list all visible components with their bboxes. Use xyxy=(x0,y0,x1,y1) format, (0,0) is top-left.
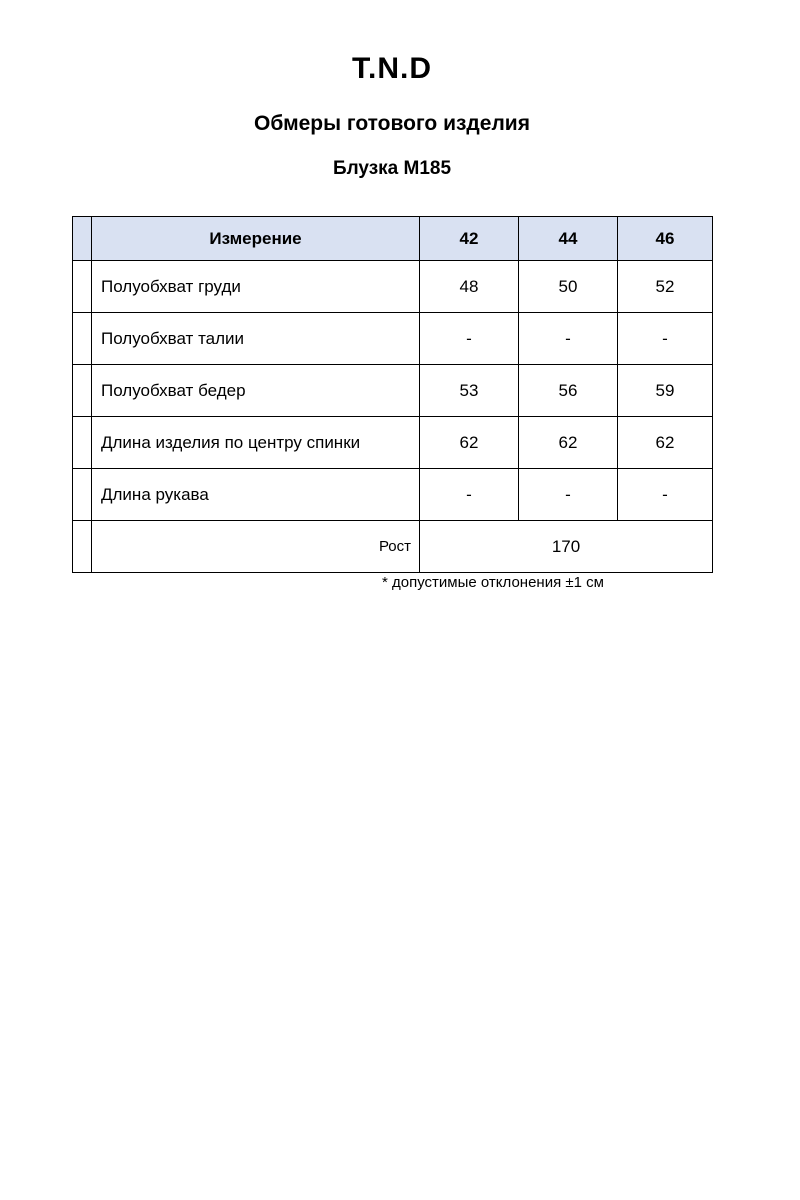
measurement-label: Длина рукава xyxy=(92,469,420,521)
table-row xyxy=(73,313,713,365)
measurement-label: Длина изделия по центру спинки xyxy=(92,417,420,469)
measurement-value: 62 xyxy=(618,417,713,469)
page-title: Обмеры готового изделия xyxy=(254,112,530,135)
height-label: Рост xyxy=(92,521,420,573)
measurement-label: Полуобхват талии xyxy=(92,313,420,365)
measurement-value: - xyxy=(420,469,519,521)
height-value: 170 xyxy=(420,521,713,573)
measurement-value: 50 xyxy=(519,261,618,313)
measurement-value: 62 xyxy=(420,417,519,469)
measurement-value: - xyxy=(519,469,618,521)
measurement-label: Полуобхват груди xyxy=(92,261,420,313)
header-measurement-label: Измерение xyxy=(92,217,420,261)
measurement-value: 48 xyxy=(420,261,519,313)
row-stub-cell xyxy=(73,417,92,469)
measurement-value: 62 xyxy=(519,417,618,469)
size-chart-table xyxy=(72,216,713,573)
measurement-value: - xyxy=(618,313,713,365)
measurement-value: - xyxy=(519,313,618,365)
row-stub-cell xyxy=(73,261,92,313)
measurement-value: 53 xyxy=(420,365,519,417)
measurement-value: 52 xyxy=(618,261,713,313)
product-name: Блузка М185 xyxy=(332,158,452,179)
table-row xyxy=(73,365,713,417)
header-size-46: 46 xyxy=(618,217,713,261)
measurement-label: Полуобхват бедер xyxy=(92,365,420,417)
header-size-44: 44 xyxy=(519,217,618,261)
measurement-value: 59 xyxy=(618,365,713,417)
row-stub-cell xyxy=(73,313,92,365)
row-stub-cell xyxy=(73,521,92,573)
row-stub-cell xyxy=(73,217,92,261)
header-size-42: 42 xyxy=(420,217,519,261)
row-stub-cell xyxy=(73,365,92,417)
table-header-row xyxy=(73,217,713,261)
brand-title: T.N.D xyxy=(352,52,432,85)
measurement-value: - xyxy=(420,313,519,365)
table-row xyxy=(73,261,713,313)
table-row xyxy=(73,417,713,469)
tolerance-note: * допустимые отклонения ±1 см xyxy=(382,574,604,591)
measurement-value: - xyxy=(618,469,713,521)
row-stub-cell xyxy=(73,469,92,521)
measurement-value: 56 xyxy=(519,365,618,417)
height-row xyxy=(73,521,713,573)
table-row xyxy=(73,469,713,521)
